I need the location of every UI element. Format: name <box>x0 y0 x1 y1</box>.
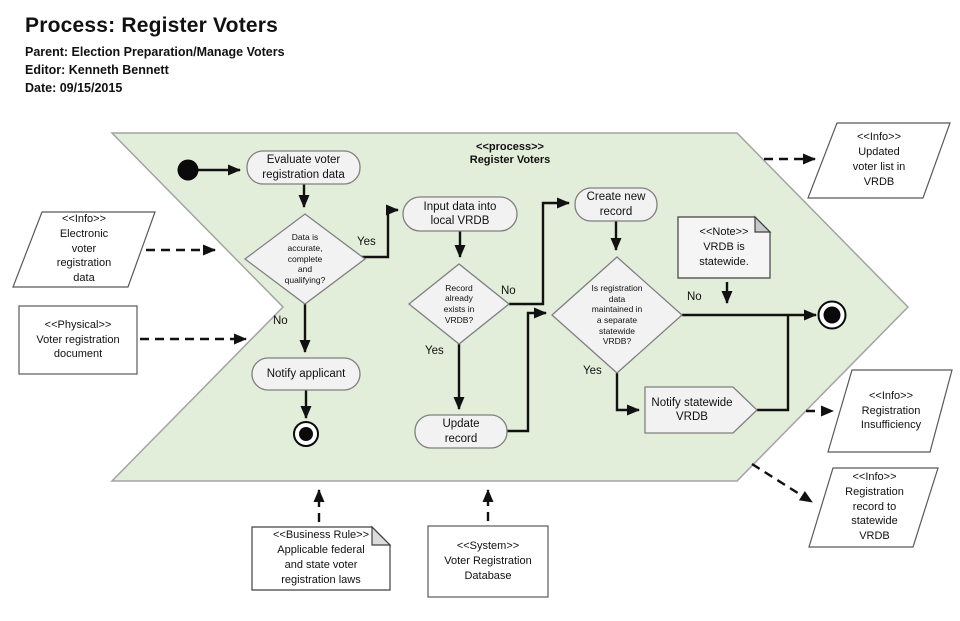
object-system-shape <box>428 526 548 597</box>
note-vrdb-shape <box>678 217 770 278</box>
final-node-main-icon <box>819 302 846 329</box>
object-insufficiency-shape <box>828 370 952 452</box>
guard-d3-yes: Yes <box>583 365 602 377</box>
activity-update-record <box>415 415 507 448</box>
note-business-rule-shape <box>252 527 390 590</box>
guard-d1-no: No <box>273 315 288 327</box>
edge-process-to-recordstatewide <box>752 464 812 502</box>
activity-create-new <box>575 188 657 221</box>
object-physical-document-shape <box>19 306 137 374</box>
guard-d2-no: No <box>501 285 516 297</box>
decision-d2-label: Record already exists in VRDB? <box>443 282 475 325</box>
activity-update-record-label: Update record <box>442 418 480 445</box>
object-record-statewide-label: <<Info>> Registration record to statewide VRDB <box>845 470 904 543</box>
decision-d3-label: Is registration data maintained in a separate statewide VRDB? <box>591 283 643 347</box>
process-chevron-shape <box>112 133 908 481</box>
guard-d3-no: No <box>687 291 702 303</box>
note-business-rule-label: <<Business Rule>> Applicable federal and state voter registration laws <box>272 529 369 586</box>
activity-evaluate-label: Evaluate voter registration data <box>262 154 345 181</box>
note-vrdb-label: <<Note>> VRDB is statewide. <box>699 226 749 268</box>
object-updated-list-shape <box>808 123 950 198</box>
page-title: Process: Register Voters <box>25 14 279 37</box>
object-electronic-data-label: <<Info>> Electronic voter registration data <box>56 212 112 285</box>
object-system-label: <<System>> Voter Registration Database <box>444 540 532 582</box>
signal-notify-statewide <box>645 387 757 433</box>
activity-evaluate <box>247 151 360 184</box>
process-stereotype-label: <<process>> Register Voters <box>469 140 551 166</box>
date-line: Date: 09/15/2015 <box>25 81 123 95</box>
activity-notify-applicant-label: Notify applicant <box>266 367 346 380</box>
initial-node-icon <box>178 160 199 181</box>
activity-input-data-label: Input data into local VRDB <box>423 200 497 227</box>
decision-d1-label: Data is accurate, complete and qualifying? <box>284 232 326 285</box>
object-updated-list-label: <<Info>> Updated voter list in VRDB <box>852 131 906 188</box>
final-node-applicant-icon <box>294 422 318 446</box>
object-physical-document-label: <<Physical>> Voter registration document <box>36 318 120 361</box>
object-insufficiency-label: <<Info>> Registration Insufficiency <box>860 389 922 432</box>
activity-notify-applicant <box>252 358 360 390</box>
activity-create-new-label: Create new record <box>586 191 646 218</box>
object-electronic-data-shape <box>13 212 155 287</box>
signal-notify-statewide-label: Notify statewide VRDB <box>651 396 733 423</box>
object-record-statewide-shape <box>809 468 938 547</box>
guard-d2-yes: Yes <box>425 345 444 357</box>
editor-line: Editor: Kenneth Bennett <box>25 63 169 77</box>
guard-d1-yes: Yes <box>357 236 376 248</box>
parent-line: Parent: Election Preparation/Manage Voters <box>25 45 285 59</box>
activity-input-data <box>403 197 517 231</box>
